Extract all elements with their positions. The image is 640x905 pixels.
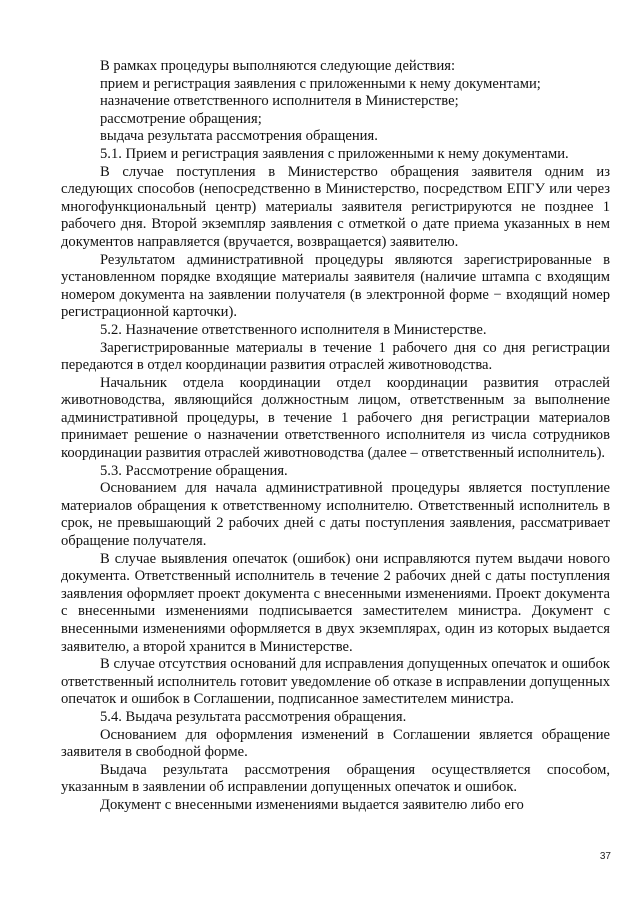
- section-heading-5-2: 5.2. Назначение ответственного исполнителя в Министерстве.: [100, 321, 487, 338]
- paragraph-procedure-intro: В рамках процедуры выполняются следующие действия:: [100, 58, 456, 74]
- page-number: 37: [599, 851, 611, 862]
- paragraph-5-4-issue: Документ с внесенными изменениями выдается заявителю либо его: [100, 796, 524, 813]
- list-item-review: рассмотрение обращения;: [100, 110, 262, 127]
- list-item-assign-executor: назначение ответственного исполнителя в Министерстве;: [100, 93, 459, 110]
- document-body: [61, 58, 610, 815]
- list-item-receive-register: прием и регистрация заявления с приложенными к нему документами;: [100, 75, 541, 92]
- paragraph-5-3-refusal: В случае отсутствия оснований для исправления допущенных опечаток и ошибок ответственный исполнитель готовит уведомление об отказе в исправлении допущенных опечаток и ошибок в Соглашении, подписанное заместителем министра.: [61, 656, 610, 708]
- section-heading-5-4: 5.4. Выдача результата рассмотрения обращения.: [100, 708, 407, 725]
- paragraph-5-1-body: В случае поступления в Министерство обращения заявителя одним из следующих способов (непосредственно в Министерство, посредством ЕПГУ или через многофункциональный центр) материалы заявителя регистрируются не позднее 1 рабочего дня. Второй экземпляр заявления с отметкой о дате приема указанных в нем документов направляется (вручается, возвращается) заявителю.: [61, 163, 610, 250]
- paragraph-5-4-basis: Основанием для оформления изменений в Соглашении является обращение заявителя в свободной форме.: [61, 726, 610, 761]
- paragraph-5-2-decision: Начальник отдела координации отдел координации развития отраслей животноводства, являющийся должностным лицом, ответственным за выполнение административной процедуры, в течение 1 рабочего дня регистрации материалов принимает решение о назначении ответственного исполнителя из числа сотрудников координации развития отраслей животноводства (далее – ответственный исполнитель).: [61, 374, 610, 462]
- section-heading-5-1: 5.1. Прием и регистрация заявления с приложенными к нему документами.: [100, 145, 569, 162]
- list-item-issue-result: выдача результата рассмотрения обращения.: [100, 128, 378, 145]
- paragraph-5-1-result: Результатом административной процедуры являются зарегистрированные в установленном порядке входящие материалы заявителя (наличие штампа с входящим номером документа на заявлении получателя (в электронной форме − входящий номер регистрационной карточки).: [61, 251, 610, 321]
- paragraph-5-4-method: Выдача результата рассмотрения обращения осуществляется способом, указанным в заявлении об исправлении допущенных опечаток и ошибок.: [61, 761, 610, 796]
- paragraph-5-2-transfer: Зарегистрированные материалы в течение 1 рабочего дня со дня регистрации передаются в отдел координации развития отраслей животноводства.: [61, 339, 610, 374]
- section-heading-5-3: 5.3. Рассмотрение обращения.: [100, 462, 288, 479]
- paragraph-5-3-typos: В случае выявления опечаток (ошибок) они исправляются путем выдачи нового документа. Ответственный исполнитель в течение 2 рабочих дней с даты поступления заявления оформляет проект документа с внесенными изменениями. Проект документа с внесенными изменениями подписывается заместителем министра. Документ с внесенными изменениями оформляется в двух экземплярах, один из которых выдается заявителю, а второй хранится в Министерстве.: [61, 550, 610, 655]
- paragraph-5-3-basis: Основанием для начала административной процедуры является поступление материалов обращения к ответственному исполнителю. Ответственный исполнитель в срок, не превышающий 2 рабочих дней с даты поступления заявления, рассматривает обращение получателя.: [61, 480, 610, 550]
